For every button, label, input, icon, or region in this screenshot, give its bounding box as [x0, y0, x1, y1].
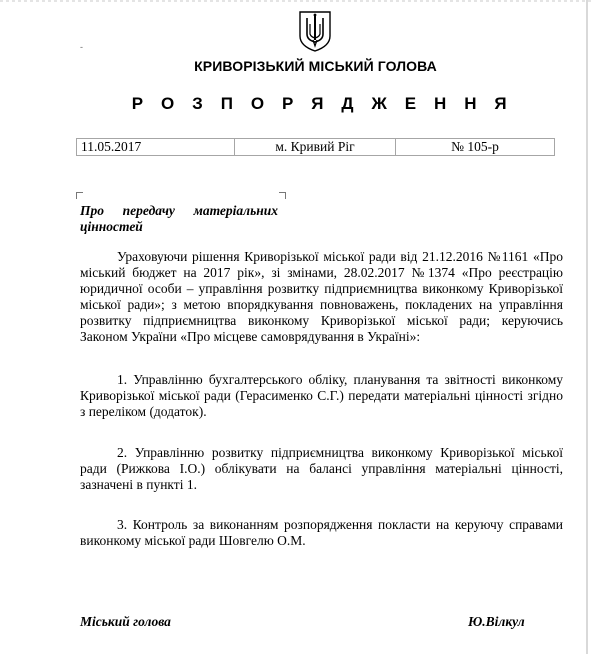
preamble-text: Ураховуючи рішення Криворізької міської ради від 21.12.2016 №1161 «Про міський бюджет на 2017 рік», зі змінами, 28.02.2017 №1374 «Про реєстрацію юридичної особи – управління розвитку підприємництва виконкому Криворізької міської ради»; з метою впорядкування повноважень, покладених на управління розвитку підприємництва виконкому Криворізької міської ради; керуючись Законом України «Про місцеве самоврядування в Україні»: [80, 249, 563, 344]
document-subject: Про передачу матеріальних цінностей [80, 203, 278, 234]
clause-2-text: 2. Управлінню розвитку підприємництва виконкому Криворізької міської ради (Рижкова І.О.) облікувати на балансі управління матеріальні цінності, зазначені в пункті 1. [80, 445, 563, 492]
subject-bracket-right [279, 192, 286, 199]
clause-2 [80, 445, 563, 493]
paragraph-marker: - [80, 42, 83, 52]
document-place: м. Кривий Ріг [235, 139, 396, 155]
signature-name: Ю.Вілкул [468, 614, 525, 629]
document-number: № 105-р [451, 139, 499, 154]
preamble-paragraph [80, 249, 563, 345]
clause-1-text: 1. Управлінню бухгалтерського обліку, планування та звітності виконкому Криворізької міської ради (Герасименко С.Г.) передати матеріальні цінності згідно з переліком (додаток). [80, 372, 563, 419]
signature-title: Міський голова [80, 614, 171, 629]
issuing-authority: КРИВОРІЗЬКИЙ МІСЬКИЙ ГОЛОВА [194, 58, 437, 74]
ruler-strip [0, 0, 591, 8]
document-date: 11.05.2017 [77, 139, 235, 155]
document-title: Р О З П О Р Я Д Ж Е Н Н Я [131, 94, 514, 113]
subject-bracket-left [76, 192, 83, 199]
clause-3 [80, 517, 563, 549]
document-details-table [76, 138, 555, 156]
clause-3-text: 3. Контроль за виконанням розпорядження покласти на керуючу справами виконкому міської ради Шовгелю О.М. [80, 517, 563, 548]
clause-1 [80, 372, 563, 420]
ukraine-coat-of-arms-icon [297, 10, 333, 52]
